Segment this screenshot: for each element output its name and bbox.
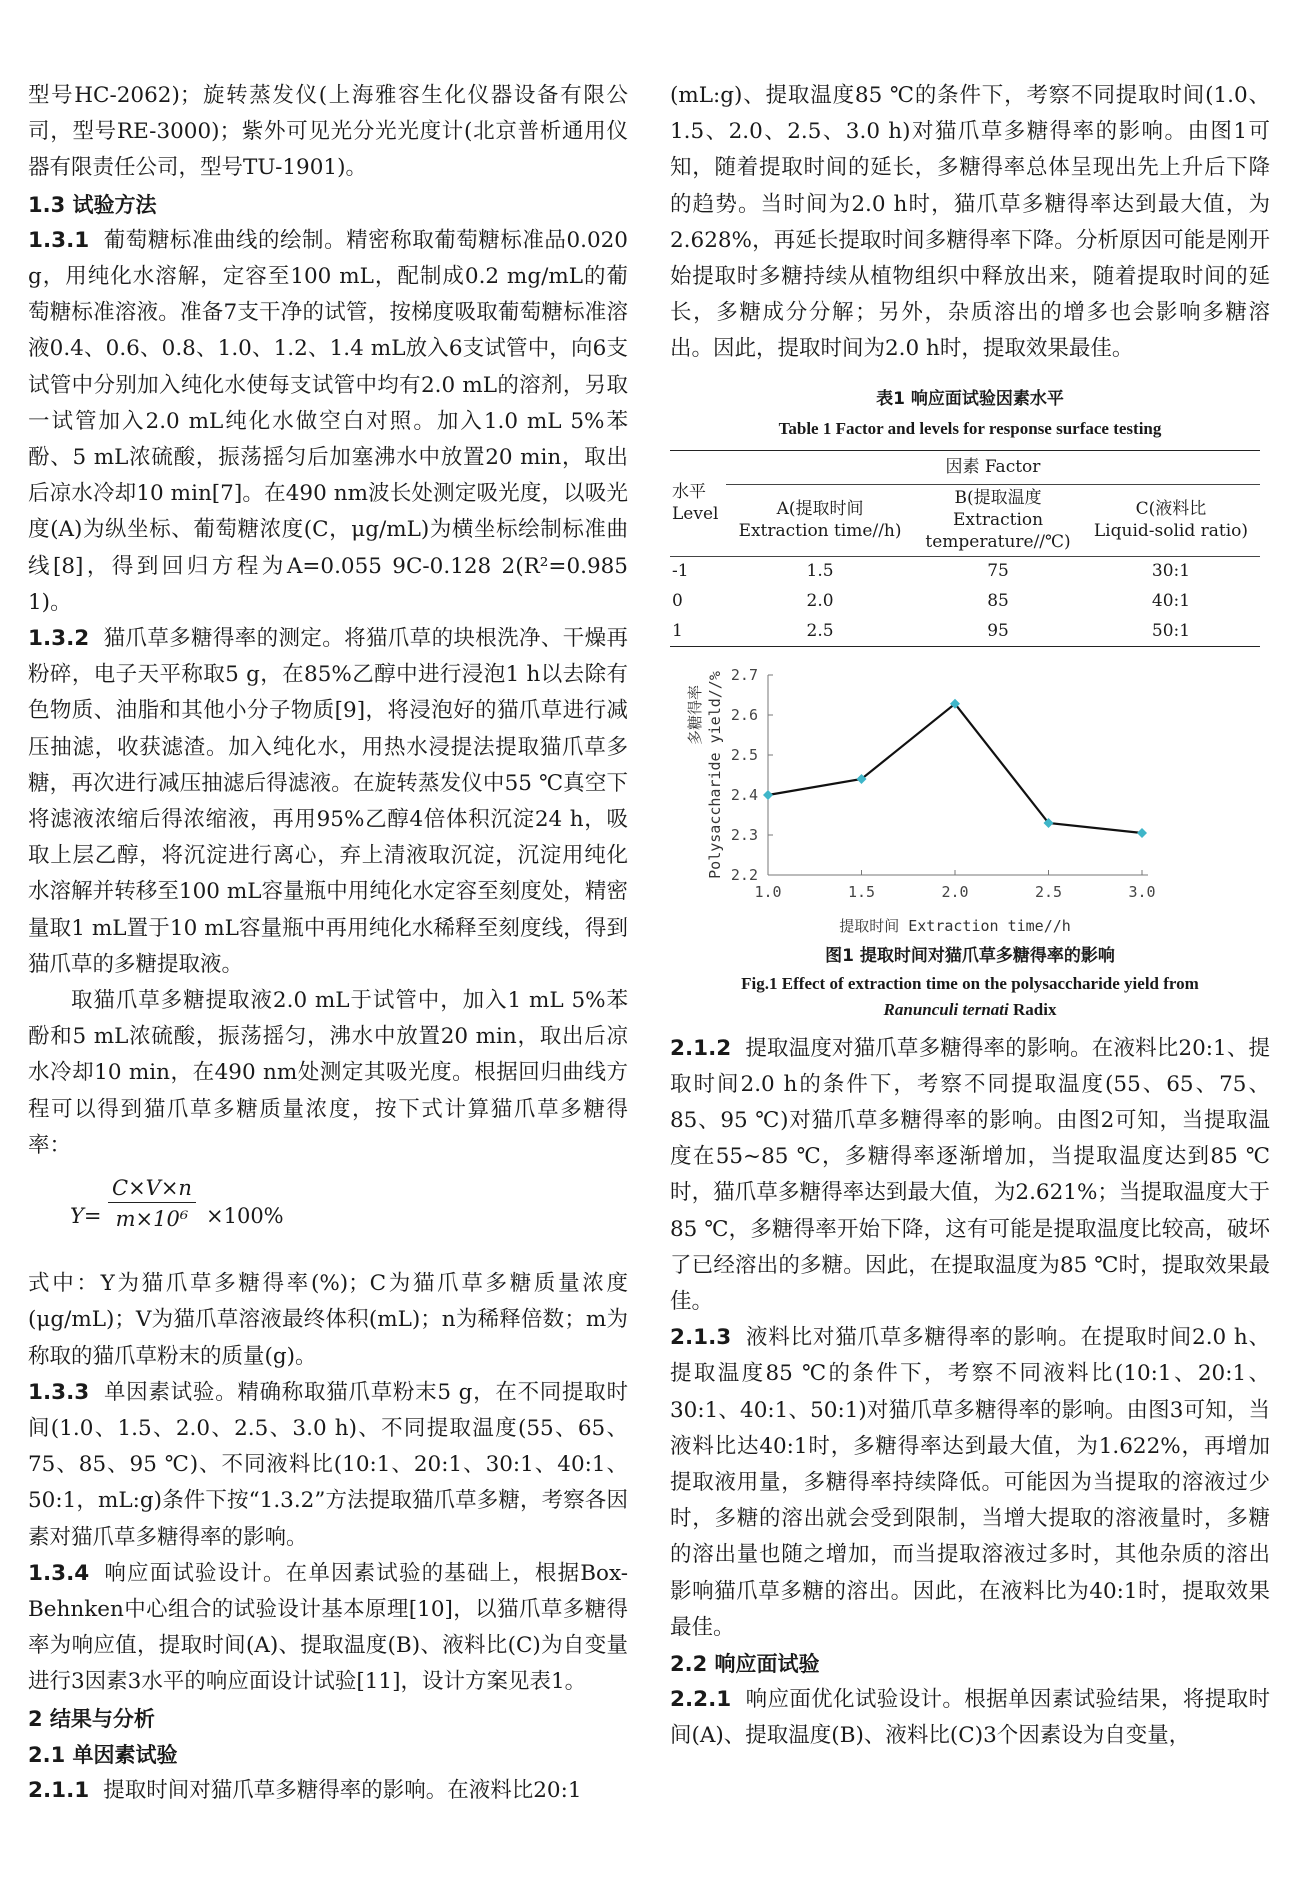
section-2-2-heading: 2.2 响应面试验 [670,1652,820,1677]
value-cell: 30:1 [1151,561,1191,582]
section-1-3-3 [28,1375,628,1556]
y-tick-label: 2.3 [730,825,758,844]
section-text: 提取时间对猫爪草多糖得率的影响。在液料比20:1 [103,1777,582,1803]
table-caption-cn: 表1 响应面试验因素水平 [876,388,1064,409]
section-number: 1.3.1 [28,227,90,253]
level-cell: 1 [672,620,683,641]
section-number: 2.2.1 [670,1687,732,1713]
value-cell: 2.5 [806,620,834,641]
table-row [670,556,1260,586]
section-text: 葡萄糖标准曲线的绘制。精密称取葡萄糖标准品0.020 g，用纯化水溶解，定容至100 mL，配制成0.2 mg/mL的葡萄糖标准溶液。准备7支干净的试管，按梯度吸取葡萄糖标准溶液0.4、0.6、0.8、1.0、1.2、1.4 mL放入6支试管中，向6支试管中分别加入纯化水使每支试管中均有2.0 mL的溶剂，另取一试管加入2.0 mL纯化水做空白对照。加入1.0 mL 5%苯酚、5 mL浓硫酸，振荡摇匀后加塞沸水中放置20 min，取出后凉水冷却10 min[7]。在490 nm波长处测定吸光度，以吸光度(A)为纵坐标、葡萄糖浓度(C，μg/mL)为横坐标绘制标准曲线[8]，得到回归方程为A=0.055 9C-0.128 2(R²=0.985 1)。 [28,227,628,615]
column-a-header [726,484,914,556]
value-cell: 85 [987,591,1009,612]
figure-caption-en-radix: Radix [1008,999,1057,1019]
section-2-1-2 [670,1031,1270,1321]
section-1-3-4 [28,1556,628,1701]
x-tick-label: 1.0 [754,882,782,901]
level-cell: -1 [672,561,689,582]
formula-tail: ×100% [206,1204,284,1229]
value-cell: 2.0 [806,591,834,612]
figure-1-chart [670,665,1270,937]
formula-lhs: Y= [70,1204,102,1229]
section-2-1-1-continued: (mL:g)、提取温度85 ℃的条件下，考察不同提取时间(1.0、1.5、2.0、2.5、3.0 h)对猫爪草多糖得率的影响。由图1可知，随着提取时间的延长，多糖得率总体呈现出先上升后下降的趋势。当时间为2.0 h时，猫爪草多糖得率达到最大值，为2.628%，再延长提取时间多糖得率下降。分析原因可能是刚开始提取时多糖持续从植物组织中释放出来，随着提取时间的延长，多糖成分分解；另外，杂质溶出的增多也会影响多糖溶出。因此，提取时间为2.0 h时，提取效果最佳。 [670,83,1270,362]
level-header-en: Level [672,504,719,525]
section-text: 响应面试验设计。在单因素试验的基础上，根据Box-Behnken中心组合的试验设计基本原理[10]，以猫爪草多糖得率为响应值，提取时间(A)、提取温度(B)、液料比(C)为自变量进行3因素3水平的响应面设计试验[11]，设计方案见表1。 [28,1560,628,1695]
x-tick-label: 2.0 [941,882,969,901]
section-number: 2.1.3 [670,1325,732,1351]
section-text: 猫爪草多糖得率的测定。将猫爪草的块根洗净、干燥再粉碎，电子天平称取5 g，在85%乙醇中进行浸泡1 h以去除有色物质、油脂和其他小分子物质[9]，将浸泡好的猫爪草进行减压抽滤，收获滤渣。加入纯化水，用热水浸提法提取猫爪草多糖，再次进行减压抽滤后得滤液。在旋转蒸发仪中55 ℃真空下将滤液浓缩后得浓缩液，再用95%乙醇4倍体积沉淀24 h，吸取上层乙醇，将沉淀进行离心，弃上清液取沉淀，沉淀用纯化水溶解并转移至100 mL容量瓶中用纯化水定容至刻度处，精密量取1 mL置于10 mL容量瓶中再用纯化水稀释至刻度线，得到猫爪草的多糖提取液。 [28,626,628,977]
value-cell: 75 [987,561,1009,582]
section-text: 单因素试验。精确称取猫爪草粉末5 g，在不同提取时间(1.0、1.5、2.0、2.5、3.0 h)、不同提取温度(55、65、75、85、95 ℃)、不同液料比(10:1、20:1、30:1、40:1、50:1，mL:g)条件下按“1.3.2”方法提取猫爪草多糖，考察各因素对猫爪草多糖得率的影响。 [28,1379,628,1550]
factor-levels-table [670,450,1260,647]
section-2-1-heading: 2.1 单因素试验 [28,1742,178,1767]
formula-numerator: C×V×n [108,1176,196,1203]
section-1-3-1 [28,223,628,621]
column-b-en2: temperature//℃) [925,532,1071,553]
yield-series-line [768,703,1142,832]
value-cell: 95 [987,620,1009,641]
section-1-3-2 [28,621,628,983]
column-b-cn: B(提取温度 [954,488,1042,509]
section-number: 1.3.2 [28,626,90,652]
table-caption-en: Table 1 Factor and levels for response surface testing [778,418,1162,438]
y-axis-title-cn: 多糖得率 [686,684,704,745]
section-2-2-1 [670,1682,1270,1754]
figure-caption-cn: 图1 提取时间对猫爪草多糖得率的影响 [825,945,1115,966]
left-column [28,78,628,1809]
section-2-1-1 [28,1773,628,1809]
column-a-cn: A(提取时间 [776,499,864,520]
y-tick-label: 2.4 [730,785,758,804]
level-header-cn: 水平 [672,482,706,503]
y-axis-title-en: Polysaccharide yield//% [706,670,724,879]
section-1-3-heading: 1.3 试验方法 [28,192,157,217]
x-tick-label: 2.5 [1034,882,1063,901]
y-tick-label: 2.5 [730,745,758,764]
section-number: 2.1.2 [670,1035,732,1061]
figure-caption-en-line1: Fig.1 Effect of extraction time on the polysaccharide yield from [741,973,1199,993]
figure-caption-en [670,971,1270,1023]
y-tick-label: 2.2 [730,865,758,884]
column-b-header [914,484,1082,556]
x-tick-label: 1.5 [847,882,876,901]
table-1 [670,384,1270,647]
column-b-en1: Extraction [953,510,1044,531]
column-c-cn: C(液料比 [1135,499,1207,520]
column-c-header [1082,484,1260,556]
right-column [670,78,1270,1755]
extract-paragraph: 取猫爪草多糖提取液2.0 mL于试管中，加入1 mL 5%苯酚和5 mL浓硫酸，振荡摇匀，沸水中放置20 min，取出后凉水冷却10 min，在490 nm处测定其吸光度。根据回归曲线方程可以得到猫爪草多糖质量浓度，按下式计算猫爪草多糖得率： [28,988,628,1158]
formula-description: 式中：Y为猫爪草多糖得率(%)；C为猫爪草多糖质量浓度(μg/mL)；V为猫爪草溶液最终体积(mL)；n为稀释倍数；m为称取的猫爪草粉末的质量(g)。 [28,1271,628,1369]
factor-header: 因素 Factor [726,450,1260,484]
formula-denominator: m×10⁶ [115,1207,189,1232]
value-cell: 1.5 [806,561,834,582]
section-number: 1.3.4 [28,1560,90,1586]
y-tick-label: 2.6 [730,705,758,724]
y-tick-label: 2.7 [730,665,758,684]
section-text: 提取温度对猫爪草多糖得率的影响。在液料比20:1、提取时间2.0 h的条件下，考察不同提取温度(55、65、75、85、95 ℃)对猫爪草多糖得率的影响。由图2可知，当提取温度在55~85 ℃，多糖得率逐渐增加，当提取温度达到85 ℃时，猫爪草多糖得率达到最大值，为2.621%；当提取温度大于85 ℃，多糖得率开始下降，这有可能是提取温度比较高，破坏了已经溶出的多糖。因此，在提取温度为85 ℃时，提取效果最佳。 [670,1035,1270,1315]
section-2-1-3 [670,1320,1270,1646]
intro-paragraph: 型号HC-2062)；旋转蒸发仪(上海雅容生化仪器设备有限公司，型号RE-3000)；紫外可见光分光光度计(北京普析通用仪器有限责任公司，型号TU-1901)。 [28,83,628,181]
x-tick-label: 3.0 [1128,882,1156,901]
line-chart-svg [670,665,1270,937]
data-point-marker [1137,828,1147,838]
section-2-heading: 2 结果与分析 [28,1706,155,1731]
value-cell: 40:1 [1151,591,1191,612]
section-number: 2.1.1 [28,1777,90,1803]
figure-caption-en-species: Ranunculi ternati [883,999,1009,1019]
level-cell: 0 [672,591,683,612]
table-row [670,616,1260,646]
yield-formula [28,1170,628,1262]
column-c-en: Liquid-solid ratio) [1093,521,1249,542]
x-axis-title: 提取时间 Extraction time//h [839,916,1071,935]
data-point-marker [763,790,773,800]
table-row [670,586,1260,616]
value-cell: 50:1 [1151,620,1191,641]
section-number: 1.3.3 [28,1379,90,1405]
section-text: 响应面优化试验设计。根据单因素试验结果，将提取时间(A)、提取温度(B)、液料比(C)3个因素设为自变量， [670,1687,1270,1749]
level-header [670,450,726,556]
formula-fraction [108,1176,196,1231]
section-text: 液料比对猫爪草多糖得率的影响。在提取时间2.0 h、提取温度85 ℃的条件下，考察不同液料比(10:1、20:1、30:1、40:1、50:1)对猫爪草多糖得率的影响。由图3可知，当液料比达40:1时，多糖得率达到最大值，为1.622%，再增加提取液用量，多糖得率持续降低。可能因为当提取的溶液过少时，多糖的溶出就会受到限制，当增大提取的溶液量时，多糖的溶出量也随之增加，而当提取溶液过多时，其他杂质的溶出影响猫爪草多糖的溶出。因此，在液料比为40:1时，提取效果最佳。 [670,1325,1270,1640]
column-a-en: Extraction time//h) [738,521,902,542]
